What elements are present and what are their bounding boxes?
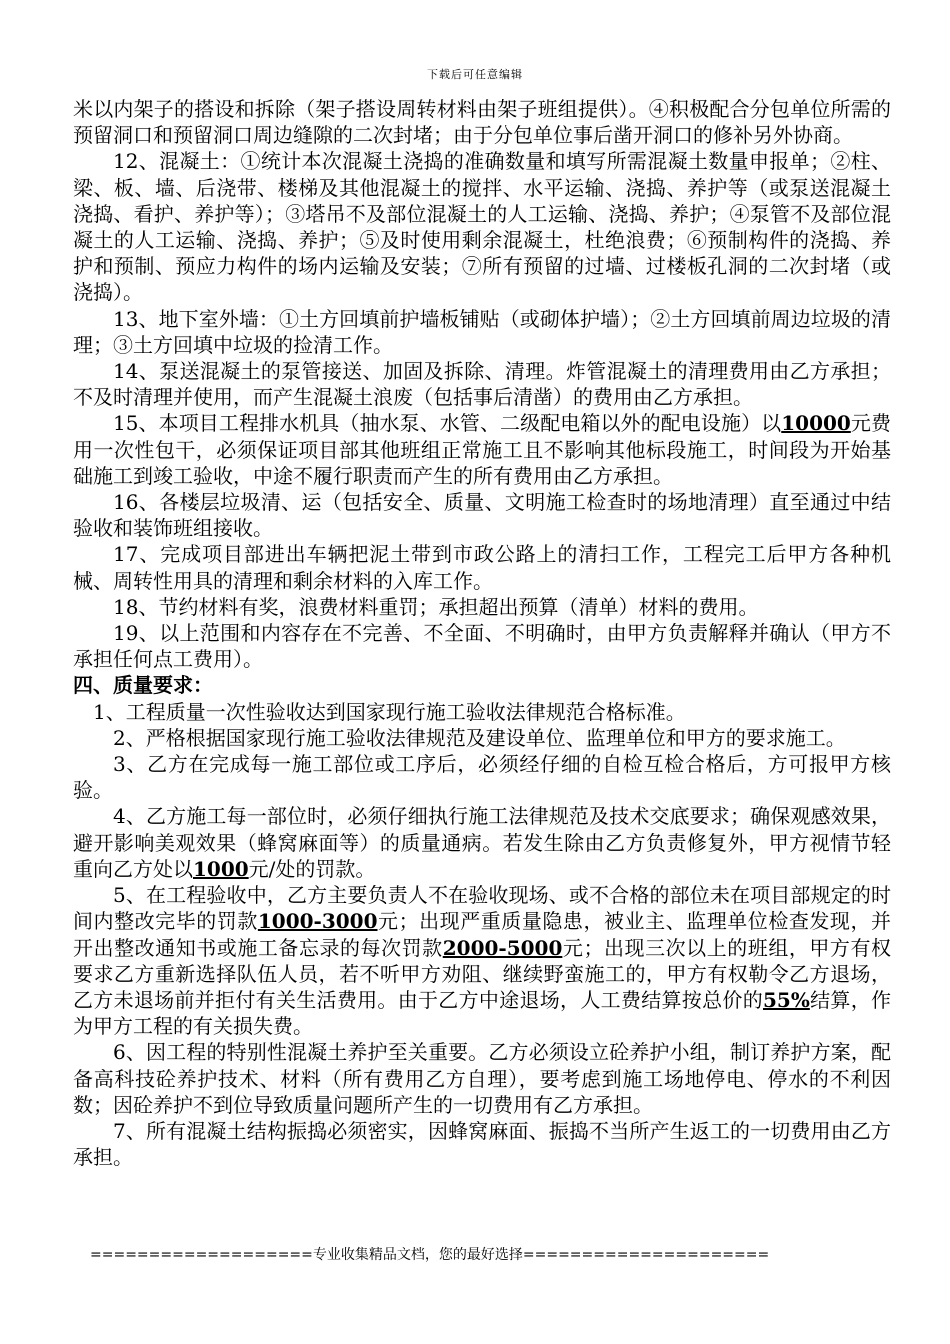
text-segment: 4、乙方施工每一部位时，必须仔细执行施工法律规范及技术交底要求；确保观感效果，避开影响美观效果（蜂窝麻面等）的质量通病。若发生除由乙方负责修复外，甲方视情节轻重向乙方处以 (73, 804, 891, 881)
text-segment: 元；出现三次以上的班组，甲方有权要求乙方重新选择队伍人员，若不听甲方劝阻、继续野蛮施工的，甲方有权勒令乙方退场，乙方未退场前并拒付有关生活费用。由于乙方中途退场，人工费结算按总价的 (73, 935, 892, 1012)
text-segment: 元/处的罚款。 (248, 856, 376, 881)
paragraph-item-17 (73, 541, 891, 593)
quality-item-3 (73, 751, 891, 803)
page-footer: ===================专业收集精品文档，您的最好选择===================== (90, 1247, 770, 1263)
text-segment: 7、所有混凝土结构振捣必须密实，因蜂窝麻面、振捣不当所产生返工的一切费用由乙方承担。 (73, 1118, 891, 1170)
underlined-amount: 55% (762, 987, 810, 1012)
paragraph-item-16 (73, 489, 891, 541)
quality-item-6 (73, 1039, 891, 1118)
text-segment: 14、泵送混凝土的泵管接送、加固及拆除、清理。炸管混凝土的清理费用由乙方承担；不及时清理并使用，而产生混凝土浪废（包括事后清凿）的费用由乙方承担。 (73, 359, 891, 410)
text-segment: 米以内架子的搭设和拆除（架子搭设周转材料由架子班组提供）。④积极配合分包单位所需的预留洞口和预留洞口周边缝隙的二次封堵；由于分包单位事后凿开洞口的修补另外协商。 (73, 97, 891, 148)
text-segment: 12、混凝土：①统计本次混凝土浇捣的准确数量和填写所需混凝土数量申报单；②柱、梁、板、墙、后浇带、楼梯及其他混凝土的搅拌、水平运输、浇捣、养护等（或泵送混凝土浇捣、看护、养护等）；③塔吊不及部位混凝土的人工运输、浇捣、养护；④泵管不及部位混凝土的人工运输、浇捣、养护；⑤及时使用剩余混凝土，杜绝浪费；⑥预制构件的浇捣、养护和预制、预应力构件的场内运输及安装；⑦所有预留的过墙、过楼板孔洞的二次封堵（或浇捣）。 (73, 149, 891, 305)
underlined-amount: 2000-5000 (442, 935, 563, 960)
quality-item-2 (73, 725, 891, 751)
paragraph-item-15 (73, 410, 891, 489)
quality-item-5 (73, 882, 891, 1039)
text-segment: 16、各楼层垃圾清、运（包括安全、质量、文明施工检查时的场地清理）直至通过中结验收和装饰班组接收。 (73, 490, 891, 541)
section-heading-quality (73, 672, 891, 698)
text-segment: 3、乙方在完成每一施工部位或工序后，必须经仔细的自检互检合格后，方可报甲方核验。 (73, 752, 891, 803)
page-header: 下载后可任意编辑 (427, 68, 523, 81)
paragraph-item-12 (73, 148, 891, 305)
underlined-amount: 10000 (781, 411, 851, 436)
text-segment: 13、地下室外墙：①土方回填前护墙板铺贴（或砌体护墙）；②土方回填前周边垃圾的清理；③土方回填中垃圾的捡清工作。 (73, 306, 891, 357)
paragraph-item-18 (73, 594, 891, 620)
quality-item-7 (73, 1118, 891, 1170)
quality-item-1 (73, 699, 891, 725)
quality-item-4 (73, 803, 891, 882)
underlined-amount: 1000-3000 (257, 909, 378, 934)
text-segment: 17、完成项目部进出车辆把泥土带到市政公路上的清扫工作，工程完工后甲方各种机械、周转性用具的清理和剩余材料的入库工作。 (73, 542, 891, 593)
text-segment: 元；出现严重质量隐患，被业主、监理单位检查发现，并开出整改通知书或施工备忘录的每次罚款 (73, 909, 892, 960)
paragraph-item-19 (73, 620, 891, 672)
underlined-amount: 1000 (193, 856, 249, 881)
text-segment: 1、工程质量一次性验收达到国家现行施工验收法律规范合格标准。 (93, 699, 686, 724)
text-segment: 5、在工程验收中，乙方主要负责人不在验收现场、或不合格的部位未在项目部规定的时间内整改完毕的罚款 (73, 883, 891, 934)
text-segment: 元费用一次性包干，必须保证项目部其他班组正常施工且不影响其他标段施工，时间段为开始基础施工到竣工验收，中途不履行职责而产生的所有费用由乙方承担。 (73, 411, 891, 488)
text-segment: 结算，作为甲方工程的有关损失费。 (73, 987, 892, 1039)
document-body (73, 96, 891, 1170)
text-segment: 15、本项目工程排水机具（抽水泵、水管、二级配电箱以外的配电设施）以 (113, 411, 782, 436)
text-segment: 19、以上范围和内容存在不完善、不全面、不明确时，由甲方负责解释并确认（甲方不承担任何点工费用）。 (73, 621, 891, 672)
text-segment: 2、严格根据国家现行施工验收法律规范及建设单位、监理单位和甲方的要求施工。 (113, 725, 846, 750)
paragraph-item-13 (73, 306, 891, 358)
text-segment: 四、质量要求： (73, 673, 213, 698)
text-segment: 6、因工程的特别性混凝土养护至关重要。乙方必须设立砼养护小组，制订养护方案，配备高科技砼养护技术、材料（所有费用乙方自理），要考虑到施工场地停电、停水的不利因数；因砼养护不到位导致质量问题所产生的一切费用有乙方承担。 (73, 1040, 891, 1117)
paragraph-continuation (73, 96, 891, 148)
paragraph-item-14 (73, 358, 891, 410)
text-segment: 18、节约材料有奖，浪费材料重罚；承担超出预算（清单）材料的费用。 (113, 594, 759, 619)
